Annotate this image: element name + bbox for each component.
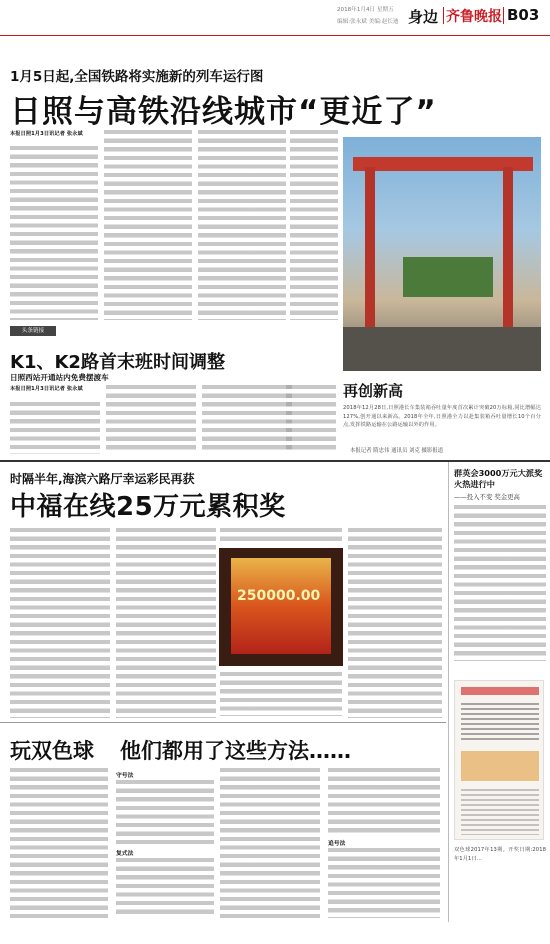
article2-subtitle: 时隔半年,海滨六路厅幸运彩民再获 (10, 472, 195, 486)
article4-body-column (10, 768, 108, 918)
k-article-headline: K1、K2路首末班时间调整 (10, 352, 225, 373)
editors-line: 编辑:张永斌 美编:赵长迪 (337, 19, 399, 25)
article4-body-column (116, 858, 214, 918)
article3-subtitle: ——投入不变 奖金更高 (454, 493, 520, 501)
lottery-screen-photo (219, 548, 343, 666)
article4-subhead: 守号法 (116, 773, 134, 779)
article4-subhead: 追号法 (328, 841, 346, 847)
k-article-body-column (10, 402, 100, 454)
ticket-banner (461, 751, 539, 781)
article2-body-column (220, 672, 342, 716)
photo-caption-headline: 再创新高 (343, 382, 404, 400)
article1-headline: 日照与高铁沿线城市“更近了” (10, 94, 437, 130)
container-box (403, 257, 493, 297)
lottery-screen (231, 558, 331, 654)
article4-body-column (328, 768, 440, 836)
jackpot-amount: 250000.00 (237, 588, 321, 604)
article4-headline-right: 他们都用了这些方法…… (120, 739, 351, 763)
header-divider (503, 7, 504, 24)
ticket-header (461, 687, 539, 695)
k-article-byline: 本报日照1月3日讯记者 张永斌 (10, 386, 83, 392)
photo-byline: 本报记者 隋忠伟 通讯员 刘克 摄影报道 (350, 448, 444, 454)
section-name: 身边 (408, 8, 439, 26)
article4-headline-left: 玩双色球 (10, 739, 94, 763)
ticket-lines (461, 789, 539, 835)
article4-subhead: 复式法 (116, 851, 134, 857)
ticket-lines (461, 703, 539, 743)
article3-body-column (454, 505, 546, 661)
lottery-ticket-image (454, 680, 544, 840)
crane-leg (503, 167, 513, 327)
page-header (0, 0, 550, 36)
k-article-body-column (286, 385, 336, 453)
article1-body-column (290, 130, 338, 320)
rail-track (343, 327, 541, 371)
article2-body-column (220, 528, 342, 544)
section-divider (0, 722, 446, 723)
newspaper-logo: 齐鲁晚报 (446, 9, 502, 25)
article3-title: 群英会3000万元大派奖火热进行中 (454, 468, 543, 489)
issue-date: 2018年1月4日 星期五 (337, 7, 394, 13)
article1-subtitle: 1月5日起,全国铁路将实施新的列车运行图 (10, 69, 264, 85)
article4-body-column (116, 780, 214, 844)
section-tag: 头条链接 (10, 326, 56, 336)
article1-body-column (104, 130, 192, 320)
page-number: B03 (507, 6, 540, 24)
article1-body-column (198, 130, 286, 320)
article1-body-column (10, 146, 98, 320)
k-article-subtitle: 日照西站开通站内免费摆渡车 (10, 373, 109, 382)
crane-leg (365, 167, 375, 327)
photo-caption-text: 2018年12月28日,日照港长车集装箱吞吐量年度首次累计突破20万标箱,同比增幅达127%,创开通以来新高。2018年全年,日照港全力以赴集装箱吞吐量增长10个百分点,发挥铁路运输在公路运输以外的作用。 (343, 405, 541, 429)
article4-body-column (328, 848, 440, 918)
article2-headline: 中福在线25万元累积奖 (10, 492, 286, 522)
article1-byline: 本报日照1月3日讯记者 张永斌 (10, 131, 83, 137)
header-divider (443, 7, 444, 24)
ticket-caption: 双色球2017年13期。开奖日期:2018年1月1日… (454, 847, 546, 862)
article2-body-column (348, 528, 442, 718)
article2-body-column (10, 528, 110, 718)
k-article-body-column (106, 385, 196, 453)
article2-body-column (116, 528, 216, 718)
port-photo (343, 137, 541, 371)
k-article-body-column (202, 385, 292, 453)
article4-body-column (220, 768, 320, 918)
